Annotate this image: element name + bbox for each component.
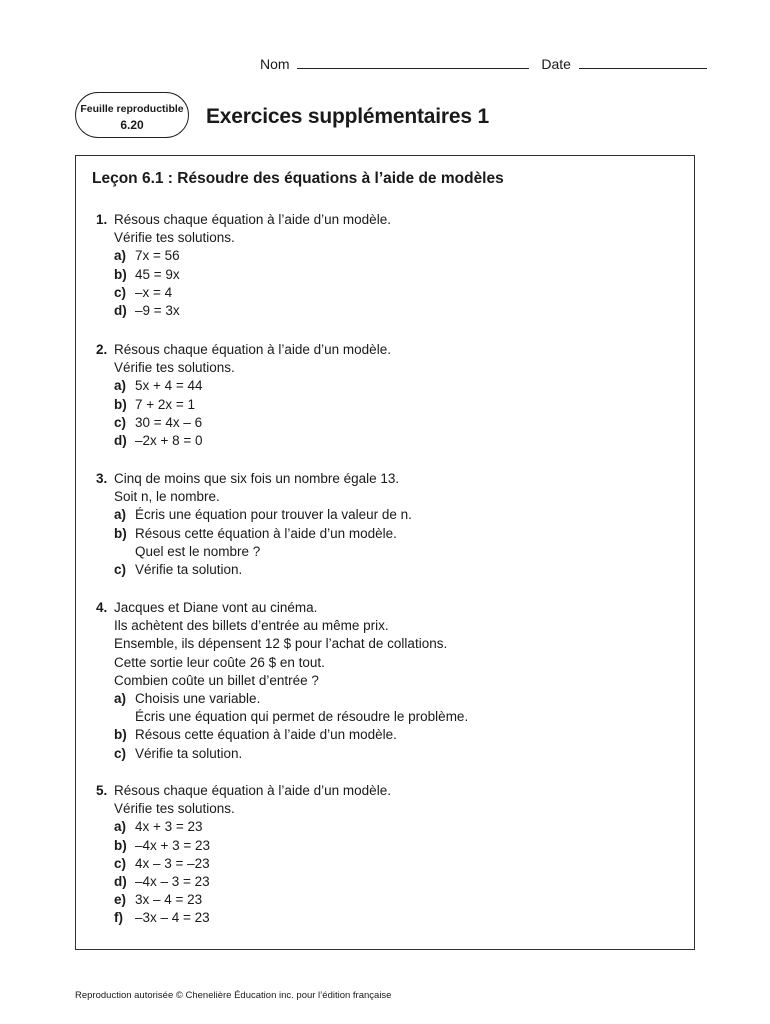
- exercise-1: [96, 211, 391, 320]
- exercise-text: Vérifie tes solutions.: [114, 360, 235, 376]
- list-item: b) Résous cette équation à l’aide d’un modèle.: [114, 525, 397, 541]
- exercise-number: 5.: [96, 783, 108, 798]
- exercise-text: Vérifie tes solutions.: [114, 801, 235, 817]
- copyright-footer: Reproduction autorisée © Chenelière Éducation inc. pour l’édition française: [75, 990, 392, 1001]
- date-blank[interactable]: [579, 57, 707, 69]
- list-item: d) –2x + 8 = 0: [114, 433, 203, 449]
- list-item: f) –3x – 4 = 23: [114, 910, 210, 926]
- exercise-text: Cinq de moins que six fois un nombre égale 13.: [114, 471, 400, 486]
- list-item: a) Écris une équation pour trouver la valeur de n.: [114, 507, 412, 523]
- list-item: c) Vérifie ta solution.: [114, 745, 243, 761]
- date-label: Date: [541, 56, 571, 72]
- exercise-4: [96, 599, 468, 763]
- exercise-text: Vérifie tes solutions.: [114, 230, 235, 246]
- list-item: e) 3x – 4 = 23: [114, 892, 203, 908]
- list-item: b) Résous cette équation à l’aide d’un modèle.: [114, 727, 397, 743]
- exercise-2: [96, 341, 391, 450]
- page-title: Exercices supplémentaires 1: [206, 105, 489, 128]
- badge-line2: 6.20: [120, 118, 144, 132]
- name-blank[interactable]: [297, 57, 529, 69]
- exercise-text: Ensemble, ils dépensent 12 $ pour l’achat de collations.: [114, 636, 448, 652]
- exercise-text: Résous chaque équation à l’aide d’un modèle.: [114, 342, 391, 357]
- list-item: d) –9 = 3x: [114, 303, 180, 319]
- exercise-text: Résous chaque équation à l’aide d’un modèle.: [114, 783, 391, 798]
- list-item: b) –4x + 3 = 23: [114, 837, 211, 853]
- exercise-3: [96, 470, 412, 579]
- list-item: a) 4x + 3 = 23: [114, 819, 203, 835]
- exercise-text: Ils achètent des billets d’entrée au même prix.: [114, 618, 389, 634]
- exercise-number: 3.: [96, 471, 108, 486]
- exercise-text: Cette sortie leur coûte 26 $ en tout.: [114, 654, 325, 670]
- list-item: a) Choisis une variable.: [114, 691, 261, 707]
- exercise-text: Soit n, le nombre.: [114, 489, 220, 505]
- lesson-heading: Leçon 6.1 : Résoudre des équations à l’aide de modèles: [92, 170, 504, 187]
- list-item: a) 5x + 4 = 44: [114, 378, 203, 394]
- exercise-5: [96, 782, 391, 928]
- list-item: a) 7x = 56: [114, 248, 180, 264]
- exercise-number: 1.: [96, 212, 108, 227]
- name-label: Nom: [260, 56, 290, 72]
- list-item: c) 4x – 3 = –23: [114, 855, 210, 871]
- exercise-text: Combien coûte un billet d’entrée ?: [114, 672, 319, 688]
- name-date-line: [260, 56, 707, 72]
- list-item: c) –x = 4: [114, 284, 173, 300]
- exercise-text: Résous chaque équation à l’aide d’un modèle.: [114, 212, 391, 227]
- exercise-number: 2.: [96, 342, 108, 357]
- exercise-text: Jacques et Diane vont au cinéma.: [114, 600, 318, 615]
- list-item: b) 45 = 9x: [114, 266, 180, 282]
- list-item-continuation: Quel est le nombre ?: [135, 543, 261, 559]
- worksheet-badge: [75, 92, 189, 138]
- list-item: d) –4x – 3 = 23: [114, 874, 210, 890]
- exercise-number: 4.: [96, 600, 108, 615]
- badge-line1: Feuille reproductible: [80, 103, 184, 115]
- list-item: c) Vérifie ta solution.: [114, 562, 243, 578]
- list-item: b) 7 + 2x = 1: [114, 396, 196, 412]
- list-item-continuation: Écris une équation qui permet de résoudre le problème.: [135, 709, 469, 725]
- list-item: c) 30 = 4x – 6: [114, 414, 203, 430]
